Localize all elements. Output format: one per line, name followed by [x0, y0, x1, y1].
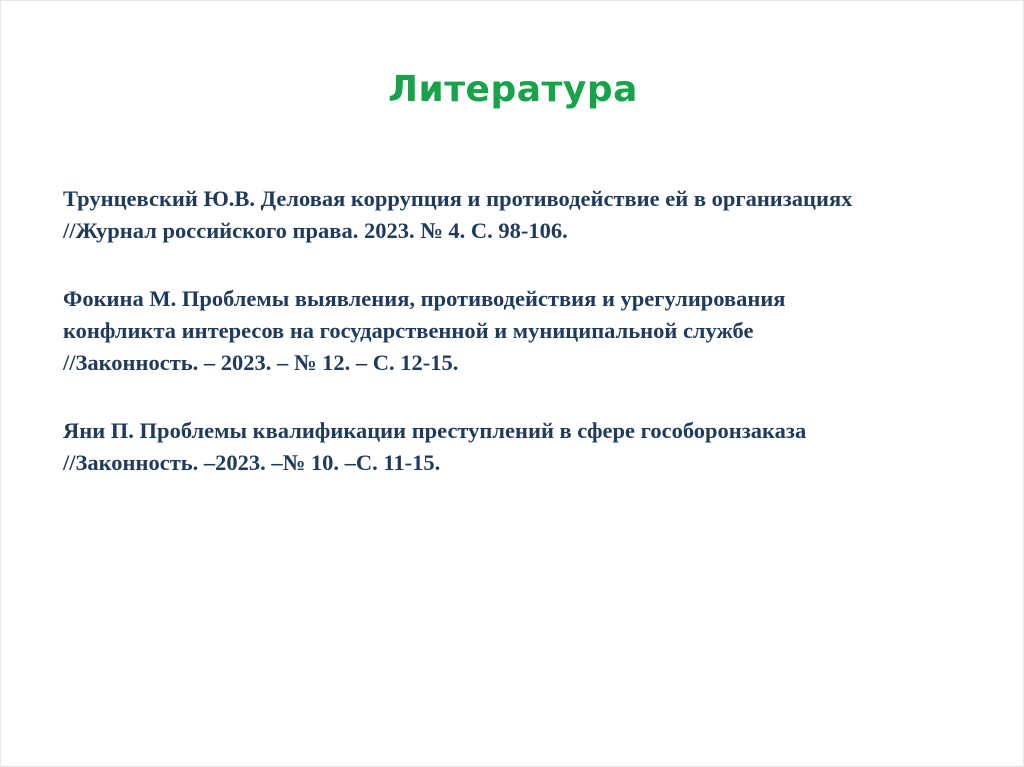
slide-title: Литература: [388, 69, 638, 110]
reference-item-2: [63, 283, 983, 379]
reference-line: //Законность. – 2023. – № 12. – С. 12-15.: [63, 350, 459, 375]
reference-list: [63, 183, 983, 515]
reference-line: Яни П. Проблемы квалификации преступлений в сфере гособоронзаказа: [63, 418, 807, 443]
reference-line: Трунцевский Ю.В. Деловая коррупция и противодействие ей в организациях: [63, 186, 853, 211]
reference-line: //Журнал российского права. 2023. № 4. С. 98-106.: [63, 218, 568, 243]
reference-item-1: [63, 183, 983, 247]
reference-line: //Законность. –2023. –№ 10. –С. 11-15.: [63, 450, 441, 475]
reference-line: конфликта интересов на государственной и муниципальной службе: [63, 318, 754, 343]
reference-line: Фокина М. Проблемы выявления, противодействия и урегулирования: [63, 286, 786, 311]
reference-item-3: [63, 415, 983, 479]
